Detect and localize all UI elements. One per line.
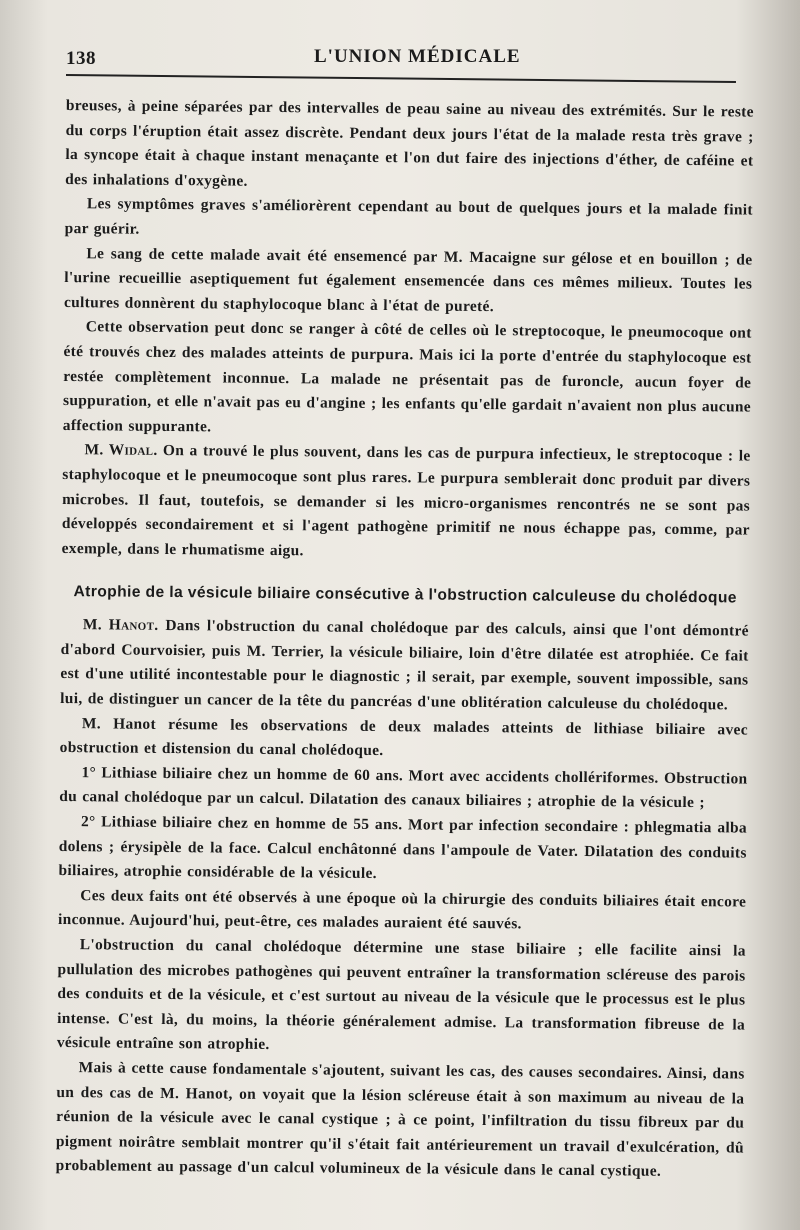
hanot-remarks: Dans l'obstruction du canal cholédoque par des calculs, ainsi que l'ont démontré d'abord Courvoisier, puis M. Terrier, la vésicule biliaire, loin d'être dilatée est atrophiée. Ce fait est d'une utilité incontestable pour le diagnostic ; il serait, par exemple, souvent impossible, sans lui, de distinguer un cancer de la tête du pancréas d'une oblitération calculeuse du cholédoque. — [60, 617, 749, 714]
section-heading: Atrophie de la vésicule biliaire consécutive à l'obstruction calculeuse du cholédoque — [73, 583, 737, 607]
paragraph-eruption: breuses, à peine séparées par des intervalles de peau saine au niveau des extrémités. Sur le reste du corps l'éruption était assez discrète. Pendant deux jours l'état de la malade resta très grave ; la syncope était à chaque instant menaçante et l'on dut faire des injections d'éther, de caféine et des inhalations d'oxygène. — [65, 96, 754, 190]
paragraph-summary: M. Hanot résume les observations de deux malades atteints de lithiase biliaire avec obstruction et distension du canal cholédoque. — [59, 714, 749, 760]
speaker-widal: M. Widal. — [84, 441, 158, 460]
page-header — [66, 44, 760, 74]
paragraph-widal — [62, 438, 751, 568]
paragraph-case-1: 1° Lithiase biliaire chez un homme de 60 ans. Mort avec accidents chollériformes. Obstruction du canal cholédoque par un calcul. Dilatation des canaux biliaires ; atrophie de la vésicule ; — [59, 764, 748, 812]
article-body — [56, 94, 754, 1185]
running-title: L'UNION MÉDICALE — [314, 46, 521, 67]
header-rule — [66, 74, 736, 83]
paragraph-secondary-causes: Mais à cette cause fondamentale s'ajoutent, suivant les cas, des causes secondaires. Ainsi, dans un des cas de M. Hanot, on voyait que la lésion scléreuse était à son maximum au niveau de la réunion de la vésicule avec le canal cystique ; à ce point, l'infiltration du tissu fibreux par du pigment noirâtre semblait montrer qu'il s'était fait antérieurement un travail d'exulcération, dû probablement au passage d'un calcul volumineux de la vésicule dans le canal cystique. — [55, 1059, 745, 1181]
paragraph-cultures: Le sang de cette malade avait été ensemencé par M. Macaigne sur gélose et en bouillon ; de l'urine recueillie aseptiquement fut également ensemencée dans ces mêmes milieux. Toutes les cultures donnèrent du staphylocoque blanc à l'état de pureté. — [63, 244, 753, 315]
paragraph-surgery: Ces deux faits ont été observés à une époque où la chirurgie des conduits biliaires était encore inconnue. Aujourd'hui, peut-être, ces malades auraient été sauvés. — [57, 886, 747, 933]
widal-remarks: On a trouvé le plus souvent, dans les cas de purpura infectieux, le streptocoque : le staphylocoque et le pneumocoque sont plus rares. Le purpura semblerait donc produit par divers microbes. Il faut, toutefois, se demander si les micro-organismes rencontrés ne se sont pas développés secondairement et si l'agent pathogène primitif ne nous échappe pas, comme, par exemple, dans le rhumatisme aigu. — [61, 442, 751, 559]
paragraph-case-2: 2° Lithiase biliaire chez en homme de 55 ans. Mort par infection secondaire : phlegmatia alba dolens ; érysipèle de la face. Calcul enchâtonné dans l'ampoule de Vater. Dilatation des conduits biliaires, atrophie considérable de la vésicule. — [58, 813, 748, 883]
paragraph-recovery: Les symptômes graves s'améliorèrent cependant au bout de quelques jours et la malade finit par guérir. — [64, 195, 753, 238]
paragraph-obstruction: L'obstruction du canal cholédoque détermine une stase biliaire ; elle facilite ainsi la pullulation des microbes pathogènes qui peuvent entraîner la transformation scléreuse des parois des conduits et de la vésicule, et c'est surtout au niveau de la vésicule que le processus est le plus intense. C'est là, du moins, la théorie généralement admise. La transformation fibreuse de la vésicule entraîne son atrophie. — [56, 936, 746, 1054]
page-number: 138 — [66, 48, 96, 69]
paragraph-hanot — [60, 613, 749, 718]
paragraph-observation: Cette observation peut donc se ranger à côté de celles où le streptocoque, le pneumocoque ont été trouvés chez des malades atteints de purpura. Mais ici la porte d'entrée du staphylocoque est restée complètement inconnue. La malade ne présentait pas de furoncle, aucun foyer de suppuration, et elle n'avait pas eu d'angine ; les enfants qu'elle gardait n'avaient non plus aucune affection suppurante. — [62, 318, 752, 436]
speaker-hanot: M. Hanot. — [82, 616, 159, 635]
